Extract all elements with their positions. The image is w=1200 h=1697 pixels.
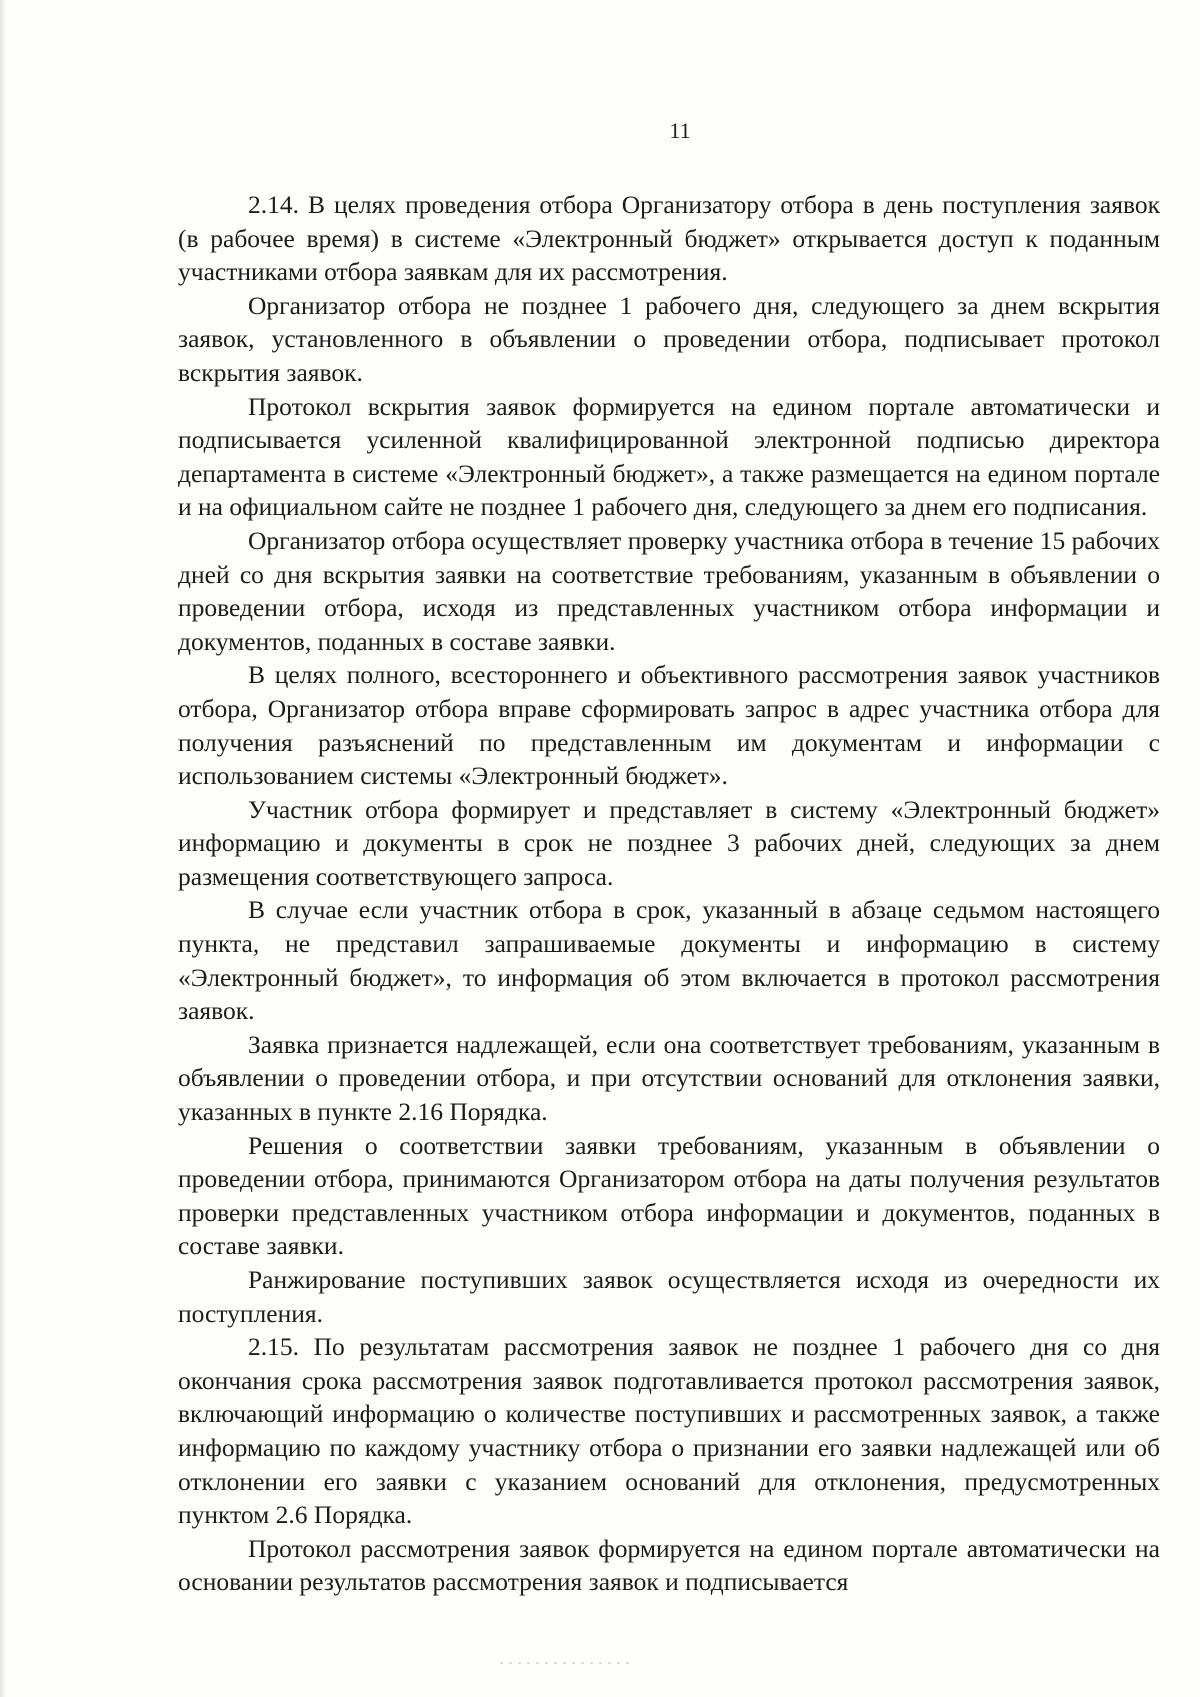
paragraph-review-protocol-formation: Протокол рассмотрения заявок формируется на едином портале автоматически на основании результатов рассмотрения заявок и подписывается	[178, 1533, 1160, 1597]
scan-artifact	[500, 1662, 630, 1664]
paragraph-missing-documents: В случае если участник отбора в срок, указанный в абзаце седьмом настоящего пункта, не представил запрашиваемые документы и информацию в систему «Электронный бюджет», то информация об этом включается в протокол рассмотрения заявок.	[178, 895, 1160, 1026]
paragraph-application-proper: Заявка признается надлежащей, если она соответствует требованиям, указанным в объявлении о проведении отбора, и при отсутствии оснований для отклонения заявки, указанных в пункте 2.16 Порядка.	[178, 1029, 1160, 1127]
paragraph-2-15: 2.15. По результатам рассмотрения заявок не позднее 1 рабочего дня со дня окончания срока рассмотрения заявок подготавливается протокол рассмотрения заявок, включающий информацию о количестве поступивших и рассмотренных заявок, а также информацию по каждому участнику отбора о признании его заявки надлежащей или об отклонении его заявки с указанием оснований для отклонения, предусмотренных пунктом 2.6 Порядка.	[178, 1332, 1160, 1530]
paragraph-ranking: Ранжирование поступивших заявок осуществляется исходя из очередности их поступления.	[178, 1265, 1160, 1328]
paragraph-opening-protocol-deadline: Организатор отбора не позднее 1 рабочего дня, следующего за днем вскрытия заявок, установленного в объявлении о проведении отбора, подписывает протокол вскрытия заявок.	[178, 290, 1160, 387]
document-body	[178, 188, 1160, 1599]
paragraph-clarification-request: В целях полного, всестороннего и объективного рассмотрения заявок участников отбора, Организатор отбора вправе сформировать запрос в адрес участника отбора для получения разъяснений по представленным им документам и информации с использованием системы «Электронный бюджет».	[178, 660, 1160, 791]
scan-edge-shadow	[0, 0, 6, 1697]
paragraph-2-14: 2.14. В целях проведения отбора Организатору отбора в день поступления заявок (в рабочее время) в системе «Электронный бюджет» открывается доступ к поданным участниками отбора заявкам для их рассмотрения.	[178, 190, 1160, 287]
paragraph-opening-protocol-formation: Протокол вскрытия заявок формируется на едином портале автоматически и подписывается усиленной квалифицированной электронной подписью директора департамента в системе «Электронный бюджет», а также размещается на едином портале и на официальном сайте не позднее 1 рабочего дня, следующего за днем его подписания.	[178, 391, 1160, 522]
paragraph-compliance-decisions: Решения о соответствии заявки требованиям, указанным в объявлении о проведении отбора, принимаются Организатором отбора на даты получения результатов проверки представленных участником отбора информации и документов, поданных в составе заявки.	[178, 1130, 1160, 1261]
page-number: 11	[669, 118, 691, 143]
paragraph-participant-verification: Организатор отбора осуществляет проверку участника отбора в течение 15 рабочих дней со дня вскрытия заявки на соответствие требованиям, указанным в объявлении о проведении отбора, исходя из представленных участником отбора информации и документов, поданных в составе заявки.	[178, 525, 1160, 656]
paragraph-participant-response: Участник отбора формирует и представляет в систему «Электронный бюджет» информацию и документы в срок не позднее 3 рабочих дней, следующих за днем размещения соответствующего запроса.	[178, 794, 1160, 891]
